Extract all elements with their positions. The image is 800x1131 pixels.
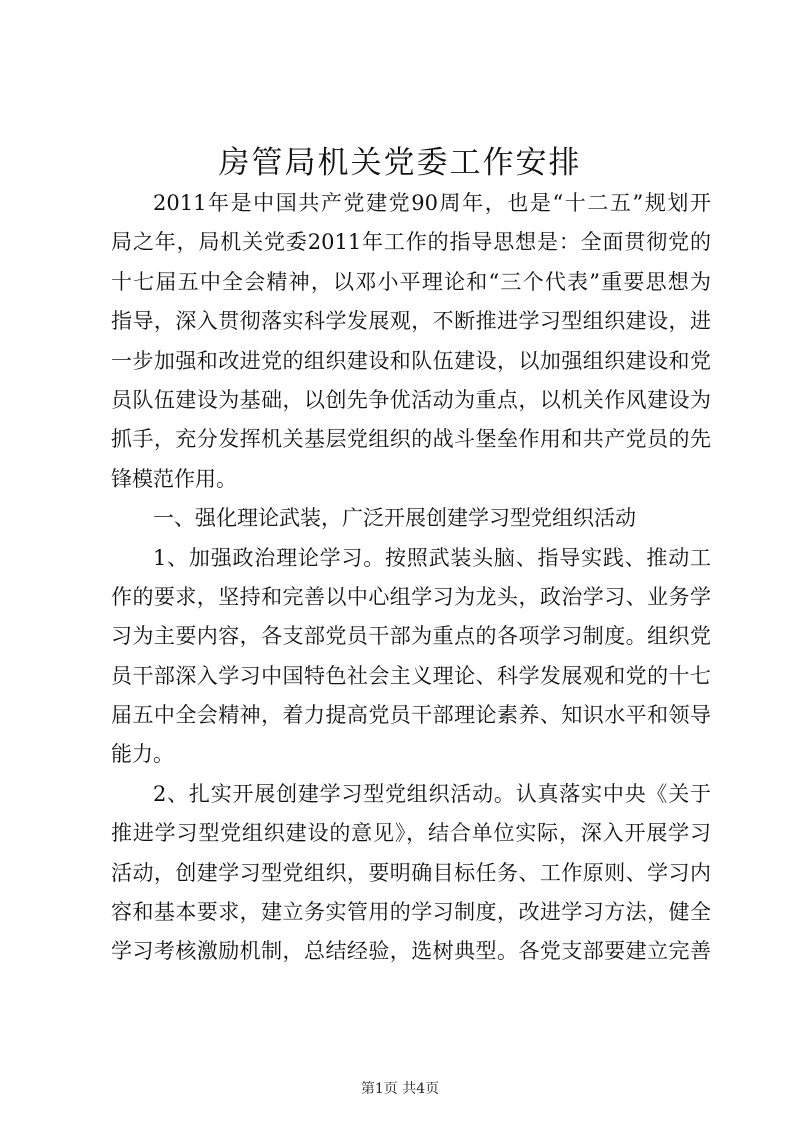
- text-line: 员干部深入学习中国特色社会主义理论、科学发展观和党的十七: [111, 663, 711, 688]
- text-line: 活动，创建学习型党组织，要明确目标任务、工作原则、学习内: [111, 860, 711, 885]
- text-line: 2011年是中国共产党建党90周年，也是“十二五”规划开: [153, 191, 711, 215]
- text-line: 抓手，充分发挥机关基层党组织的战斗堡垒作用和共产党员的先: [111, 427, 711, 452]
- text-line: 2、扎实开展创建学习型党组织活动。认真落实中央《关于: [153, 781, 711, 806]
- text-line: 指导，深入贯彻落实科学发展观，不断推进学习型组织建设，进: [111, 309, 711, 334]
- text-line: 能力。: [111, 742, 174, 767]
- text-line: 1、加强政治理论学习。按照武装头脑、指导实践、推动工: [153, 545, 711, 570]
- text-line: 锋模范作用。: [111, 466, 237, 491]
- text-line: 一、强化理论武装，广泛开展创建学习型党组织活动: [153, 506, 636, 531]
- text-line: 学习考核激励机制，总结经验，选树典型。各党支部要建立完善: [111, 939, 711, 964]
- text-line: 十七届五中全会精神，以邓小平理论和“三个代表”重要思想为: [111, 269, 711, 294]
- text-line: 容和基本要求，建立务实管用的学习制度，改进学习方法，健全: [111, 900, 711, 925]
- text-line: 届五中全会精神，着力提高党员干部理论素养、知识水平和领导: [111, 703, 711, 728]
- text-line: 作的要求，坚持和完善以中心组学习为龙头，政治学习、业务学: [111, 584, 711, 609]
- text-line: 习为主要内容，各支部党员干部为重点的各项学习制度。组织党: [111, 624, 711, 649]
- document-body: [111, 184, 711, 972]
- document-title: 房管局机关党委工作安排: [218, 145, 582, 181]
- text-line: 推进学习型党组织建设的意见》，结合单位实际，深入开展学习: [111, 821, 711, 846]
- text-line: 一步加强和改进党的组织建设和队伍建设，以加强组织建设和党: [111, 348, 711, 373]
- text-line: 局之年，局机关党委2011年工作的指导思想是：全面贯彻党的: [111, 230, 711, 255]
- page-footer: 第1页 共4页: [360, 1081, 440, 1097]
- text-line: 员队伍建设为基础，以创先争优活动为重点，以机关作风建设为: [111, 387, 711, 412]
